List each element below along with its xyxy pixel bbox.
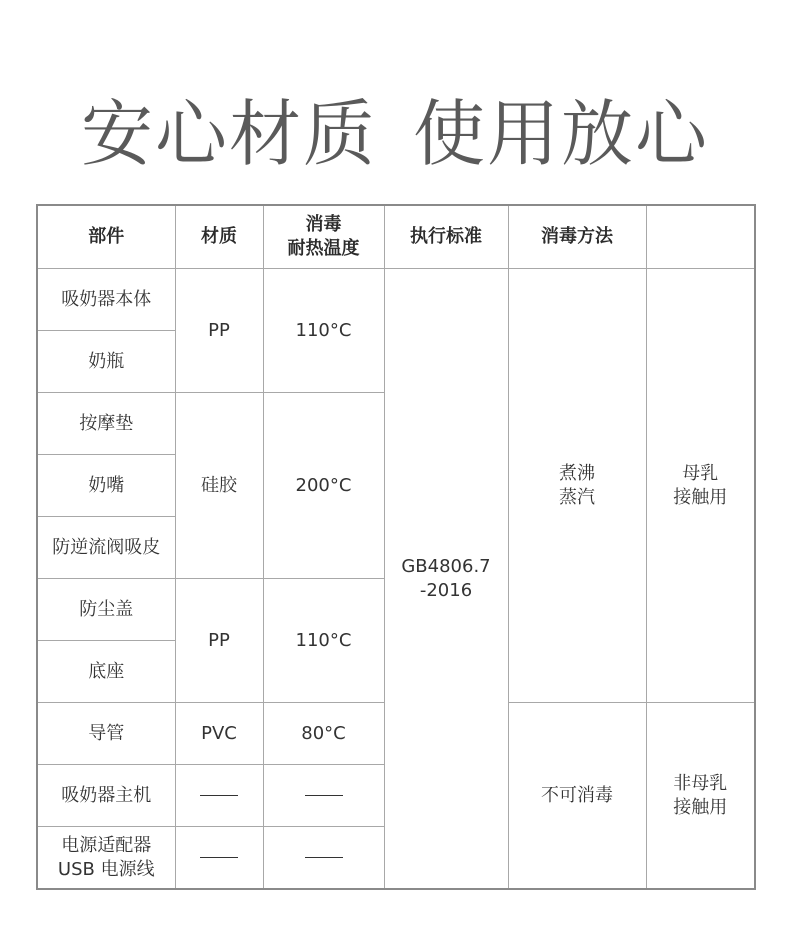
temperature-cell — [263, 827, 384, 890]
empty-dash — [305, 795, 343, 796]
empty-dash — [305, 857, 343, 858]
material-cell — [175, 765, 263, 827]
part-cell: 电源适配器 USB 电源线 — [37, 827, 175, 890]
header-standard: 执行标准 — [384, 205, 508, 269]
temperature-cell: 80°C — [263, 703, 384, 765]
part-cell: 奶瓶 — [37, 331, 175, 393]
title-part-1: 安心材质 — [80, 92, 377, 176]
empty-dash — [200, 857, 238, 858]
empty-dash — [200, 795, 238, 796]
material-spec-table — [36, 204, 756, 890]
title-part-2: 使用放心 — [413, 92, 710, 176]
contact-cell: 母乳 接触用 — [646, 269, 755, 703]
part-cell: 按摩垫 — [37, 393, 175, 455]
header-temperature: 消毒 耐热温度 — [263, 205, 384, 269]
part-cell: 吸奶器本体 — [37, 269, 175, 331]
material-cell: PVC — [175, 703, 263, 765]
temperature-cell — [263, 765, 384, 827]
method-cell: 不可消毒 — [508, 703, 646, 890]
temperature-cell: 200°C — [263, 393, 384, 579]
material-cell: PP — [175, 269, 263, 393]
header-part: 部件 — [37, 205, 175, 269]
temperature-cell: 110°C — [263, 579, 384, 703]
material-cell — [175, 827, 263, 890]
header-material: 材质 — [175, 205, 263, 269]
part-cell: 防逆流阀吸皮 — [37, 517, 175, 579]
material-cell: PP — [175, 579, 263, 703]
material-cell: 硅胶 — [175, 393, 263, 579]
temperature-cell: 110°C — [263, 269, 384, 393]
method-cell: 煮沸 蒸汽 — [508, 269, 646, 703]
header-method: 消毒方法 — [508, 205, 646, 269]
header-contact — [646, 205, 755, 269]
part-cell: 吸奶器主机 — [37, 765, 175, 827]
table-row — [37, 269, 755, 331]
standard-cell: GB4806.7 -2016 — [384, 269, 508, 890]
header-row — [37, 205, 755, 269]
page-title — [0, 86, 790, 182]
part-cell: 防尘盖 — [37, 579, 175, 641]
contact-cell: 非母乳 接触用 — [646, 703, 755, 890]
part-cell: 底座 — [37, 641, 175, 703]
part-cell: 导管 — [37, 703, 175, 765]
part-cell: 奶嘴 — [37, 455, 175, 517]
